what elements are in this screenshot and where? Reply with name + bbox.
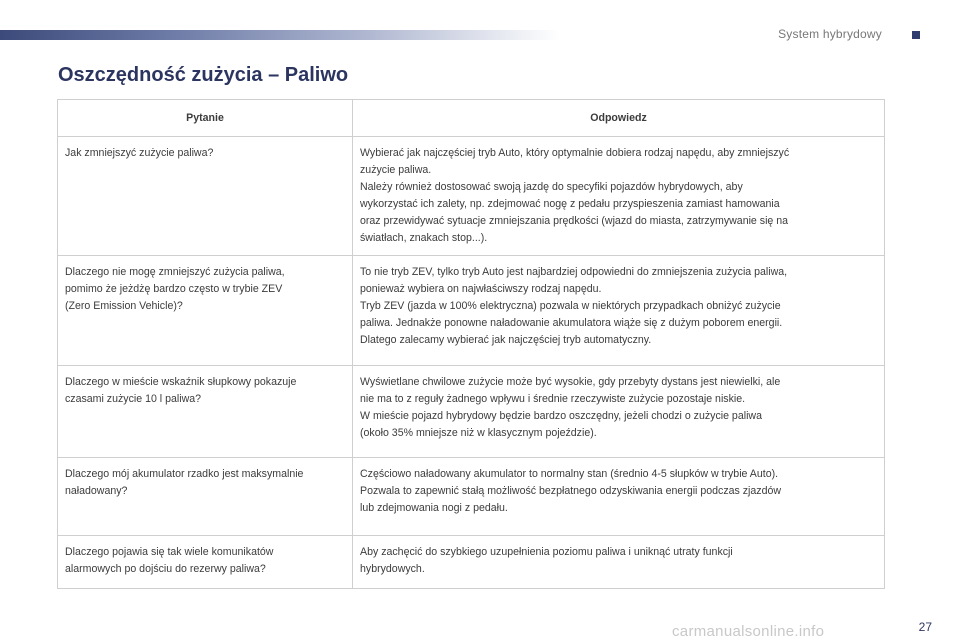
answer-line: (około 35% mniejsze niż w klasycznym pojeździe). (360, 427, 597, 439)
answer-line: wykorzystać ich zalety, np. zdejmować nogę z pedału przyspieszenia zamiast hamowania (360, 198, 780, 210)
question-cell (58, 137, 353, 256)
page-title: Oszczędność zużycia – Paliwo (58, 64, 349, 86)
answer-line: nie ma to z reguły żadnego wpływu i średnie rzeczywiste zużycie pozostaje niskie. (360, 393, 746, 405)
answer-line: W mieście pojazd hybrydowy będzie bardzo oszczędny, jeżeli chodzi o zużycie paliwa (360, 410, 762, 422)
section-title: System hybrydowy (778, 27, 882, 41)
answer-cell (353, 458, 885, 536)
question-line: (Zero Emission Vehicle)? (65, 300, 183, 312)
question-line: Dlaczego w mieście wskaźnik słupkowy pokazuje (65, 376, 297, 388)
answer-line: Aby zachęcić do szybkiego uzupełnienia poziomu paliwa i uniknąć utraty funkcji (360, 546, 733, 558)
table-row (58, 536, 885, 589)
answer-line: Dlatego zalecamy wybierać jak najczęściej tryb automatyczny. (360, 334, 652, 346)
question-cell (58, 366, 353, 458)
question-cell (58, 458, 353, 536)
section-marker (912, 31, 920, 39)
answer-line: lub zdejmowania nogi z pedału. (360, 502, 508, 514)
answer-line: hybrydowych. (360, 563, 425, 575)
answer-line: światłach, znakach stop...). (360, 232, 488, 244)
answer-line: Wyświetlane chwilowe zużycie może być wysokie, gdy przebyty dystans jest niewielki, ale (360, 376, 781, 388)
answer-cell (353, 137, 885, 256)
page-number: 27 (918, 620, 932, 634)
answer-cell (353, 256, 885, 366)
answer-line: zużycie paliwa. (360, 164, 432, 176)
question-line: Dlaczego pojawia się tak wiele komunikatów (65, 546, 274, 558)
answer-cell (353, 366, 885, 458)
answer-line: Wybierać jak najczęściej tryb Auto, który optymalnie dobiera rodzaj napędu, aby zmniejszyć (360, 147, 790, 159)
question-line: Jak zmniejszyć zużycie paliwa? (65, 147, 214, 159)
answer-line: paliwa. Jednakże ponowne naładowanie akumulatora wiąże się z dużym poborem energii. (360, 317, 783, 329)
answer-line: Należy również dostosować swoją jazdę do specyfiki pojazdów hybrydowych, aby (360, 181, 743, 193)
question-line: Dlaczego mój akumulator rzadko jest maksymalnie (65, 468, 304, 480)
answer-line: oraz przewidywać sytuacje zmniejszania prędkości (wjazd do miasta, zatrzymywanie się na (360, 215, 789, 227)
table-header-row (58, 100, 885, 137)
column-header-question: Pytanie (58, 100, 353, 137)
header-accent-bar (0, 30, 560, 40)
qa-table (57, 99, 885, 589)
answer-cell (353, 536, 885, 589)
question-line: Dlaczego nie mogę zmniejszyć zużycia paliwa, (65, 266, 285, 278)
table-row (58, 256, 885, 366)
table-row (58, 137, 885, 256)
question-cell (58, 536, 353, 589)
answer-line: Tryb ZEV (jazda w 100% elektryczna) pozwala w niektórych przypadkach obniżyć zużycie (360, 300, 781, 312)
column-header-answer: Odpowiedz (353, 100, 885, 137)
question-line: czasami zużycie 10 l paliwa? (65, 393, 202, 405)
table-row (58, 366, 885, 458)
question-line: alarmowych po dojściu do rezerwy paliwa? (65, 563, 266, 575)
question-cell (58, 256, 353, 366)
answer-line: Częściowo naładowany akumulator to normalny stan (średnio 4-5 słupków w trybie Auto). (360, 468, 779, 480)
answer-line: Pozwala to zapewnić stałą możliwość bezpłatnego odzyskiwania energii podczas zjazdów (360, 485, 782, 497)
answer-line: To nie tryb ZEV, tylko tryb Auto jest najbardziej odpowiedni do zmniejszenia zużycia paliwa, (360, 266, 788, 278)
watermark: carmanualsonline.info (672, 623, 825, 640)
question-line: naładowany? (65, 485, 128, 497)
table-row (58, 458, 885, 536)
table-body (58, 137, 885, 589)
question-line: pomimo że jeżdżę bardzo często w trybie ZEV (65, 283, 283, 295)
answer-line: ponieważ wybiera on najwłaściwszy rodzaj napędu. (360, 283, 602, 295)
